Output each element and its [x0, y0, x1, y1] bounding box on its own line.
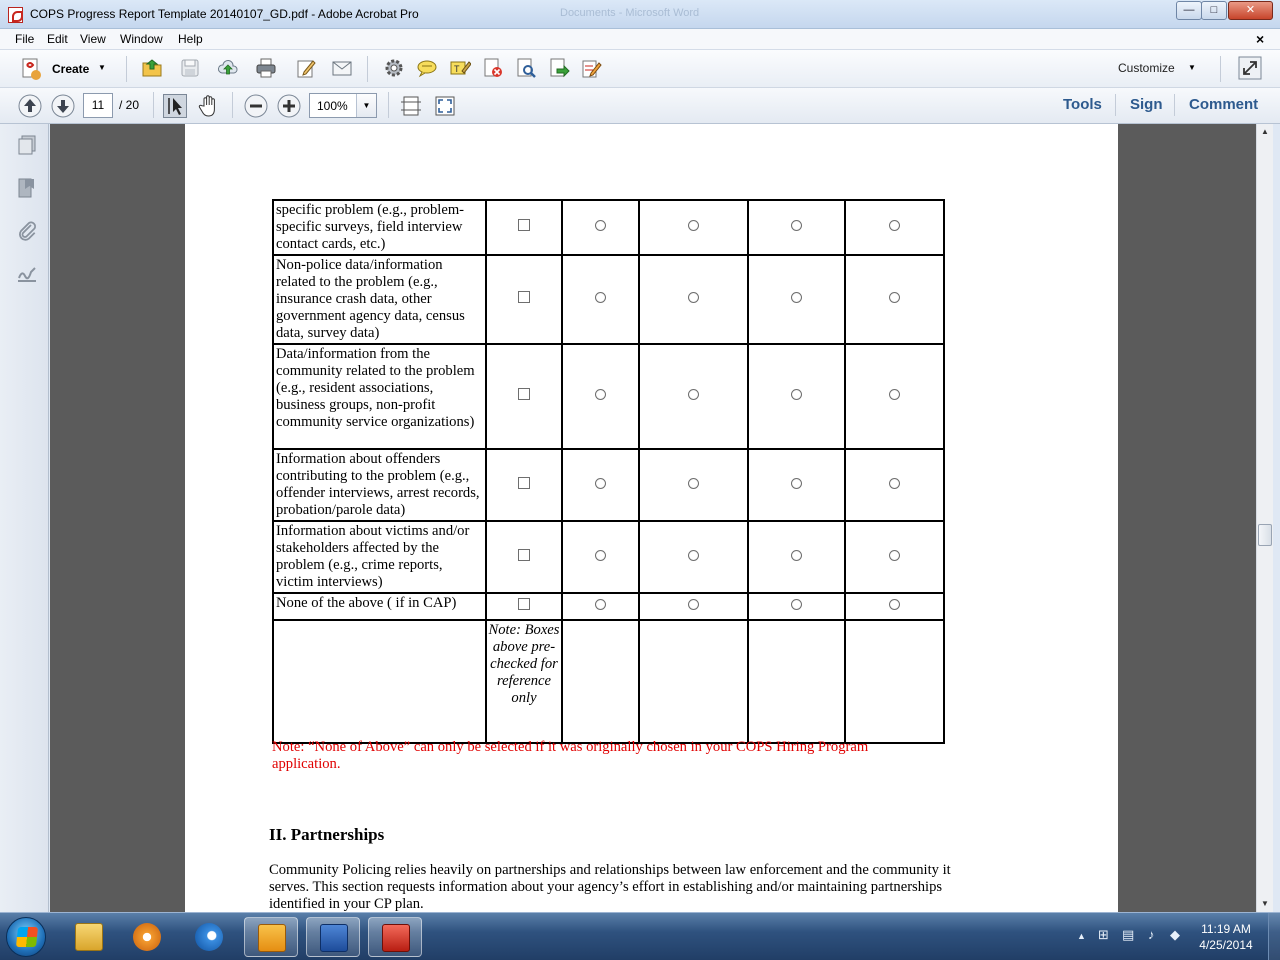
- radio-cell: [639, 200, 748, 255]
- dropbox-icon[interactable]: ◆: [1170, 927, 1180, 942]
- export-icon[interactable]: [548, 57, 570, 79]
- menu-edit[interactable]: Edit: [47, 32, 68, 46]
- radio-cell: [562, 521, 639, 593]
- toolbar-divider: [232, 92, 233, 118]
- full-screen-icon[interactable]: [433, 94, 457, 118]
- print-icon[interactable]: [255, 57, 277, 79]
- rating-radio-button[interactable]: [688, 599, 699, 610]
- create-pdf-icon: [20, 57, 42, 81]
- table-row: [273, 344, 944, 449]
- menu-file[interactable]: File: [15, 32, 35, 46]
- zoom-level-select[interactable]: [309, 93, 377, 118]
- taskbar-acrobat[interactable]: [368, 917, 422, 957]
- scrollbar-thumb[interactable]: [1258, 524, 1272, 546]
- show-desktop-button[interactable]: [1268, 913, 1280, 960]
- radio-cell: [639, 449, 748, 521]
- show-hidden-icons-icon[interactable]: ▲: [1077, 931, 1086, 941]
- toolbar-divider: [388, 92, 389, 118]
- row-label: specific problem (e.g., problem-specific surveys, field interview contact cards, etc.): [273, 200, 486, 255]
- close-document-icon[interactable]: ×: [1256, 31, 1265, 47]
- chevron-down-icon[interactable]: ▼: [356, 94, 376, 117]
- start-button[interactable]: [6, 917, 46, 957]
- title-bar: [0, 0, 1280, 29]
- rating-radio-button[interactable]: [595, 220, 606, 231]
- reference-checkbox[interactable]: [518, 219, 530, 231]
- rating-radio-button[interactable]: [595, 389, 606, 400]
- reference-checkbox[interactable]: [518, 291, 530, 303]
- attachments-icon[interactable]: [16, 220, 38, 242]
- toolbar-divider: [153, 92, 154, 118]
- svg-text:T: T: [454, 64, 460, 74]
- acrobat-app-icon: [8, 7, 23, 23]
- checkbox-cell: [486, 344, 562, 449]
- previous-page-icon[interactable]: [18, 94, 42, 118]
- rating-radio-button[interactable]: [595, 550, 606, 561]
- reference-checkbox[interactable]: [518, 477, 530, 489]
- navigation-pane: [0, 124, 49, 912]
- expand-icon[interactable]: [1238, 56, 1262, 80]
- open-folder-icon[interactable]: [141, 57, 163, 79]
- outlook-icon: [258, 924, 286, 952]
- tools-pane-link[interactable]: Tools: [1063, 96, 1102, 113]
- rating-radio-button[interactable]: [688, 550, 699, 561]
- taskbar-internet-explorer[interactable]: [182, 917, 236, 957]
- zoom-level-value: 100%: [317, 99, 348, 113]
- empty-cell: [845, 620, 944, 743]
- search-document-icon[interactable]: [515, 57, 537, 79]
- close-icon: ✕: [1245, 4, 1256, 16]
- radio-cell: [845, 521, 944, 593]
- table-row: [273, 620, 944, 743]
- chevron-down-icon[interactable]: ▼: [1188, 63, 1196, 72]
- bookmarks-icon[interactable]: [16, 177, 38, 199]
- row-label: Data/information from the community related to the problem (e.g., resident associations, business groups, non-profit community service organizations): [273, 344, 486, 449]
- rating-radio-button[interactable]: [791, 220, 802, 231]
- menu-window[interactable]: Window: [120, 32, 163, 46]
- radio-cell: [748, 449, 845, 521]
- table-row: [273, 255, 944, 344]
- radio-cell: [562, 200, 639, 255]
- rating-radio-button[interactable]: [791, 389, 802, 400]
- delete-page-icon[interactable]: [482, 57, 504, 79]
- row-label: None of the above ( if in CAP): [273, 593, 486, 620]
- radio-cell: [639, 521, 748, 593]
- comment-pane-link[interactable]: Comment: [1189, 96, 1259, 113]
- table-row: [273, 521, 944, 593]
- toolbar-divider: [126, 56, 127, 82]
- maximize-icon: □: [1210, 4, 1218, 16]
- settings-gear-icon[interactable]: [383, 57, 405, 79]
- checkbox-cell: [486, 593, 562, 620]
- rating-radio-button[interactable]: [889, 292, 900, 303]
- none-of-above-note: Note: “None of Above” can only be selected if it was originally chosen in your COPS Hiring Program application.: [272, 739, 869, 772]
- sign-pane-link[interactable]: Sign: [1130, 96, 1163, 113]
- file-explorer-icon: [75, 923, 103, 951]
- next-page-icon[interactable]: [51, 94, 75, 118]
- hand-tool-icon[interactable]: [197, 94, 221, 118]
- radio-cell: [639, 344, 748, 449]
- internet-explorer-icon: [195, 923, 223, 951]
- rating-radio-button[interactable]: [595, 599, 606, 610]
- radio-cell: [562, 449, 639, 521]
- radio-cell: [639, 255, 748, 344]
- menu-bar: [0, 29, 1280, 50]
- email-icon[interactable]: [331, 57, 353, 79]
- radio-cell: [748, 200, 845, 255]
- main-toolbar: [0, 50, 1280, 88]
- toolbar-divider: [367, 56, 368, 82]
- fit-page-icon[interactable]: [399, 94, 423, 118]
- empty-cell: [748, 620, 845, 743]
- scroll-down-icon[interactable]: ▼: [1261, 899, 1269, 908]
- taskbar-word[interactable]: [306, 917, 360, 957]
- table-row: [273, 200, 944, 255]
- window-title: COPS Progress Report Template 20140107_GD.pdf - Adobe Acrobat Pro: [30, 7, 419, 21]
- radio-cell: [845, 255, 944, 344]
- rating-radio-button[interactable]: [889, 478, 900, 489]
- customize-menu[interactable]: Customize: [1118, 61, 1175, 75]
- radio-cell: [639, 593, 748, 620]
- radio-cell: [748, 255, 845, 344]
- close-button[interactable]: [1228, 1, 1273, 20]
- rating-radio-button[interactable]: [595, 478, 606, 489]
- rating-radio-button[interactable]: [889, 389, 900, 400]
- radio-cell: [845, 200, 944, 255]
- reference-checkbox[interactable]: [518, 549, 530, 561]
- radio-cell: [748, 593, 845, 620]
- radio-cell: [845, 593, 944, 620]
- system-clock[interactable]: [1190, 921, 1262, 953]
- page-thumbnails-icon[interactable]: [16, 134, 38, 156]
- row-label: Information about victims and/or stakeholders affected by the problem (e.g., crime reports, victim interviews): [273, 521, 486, 593]
- comment-bubble-icon[interactable]: [416, 57, 438, 79]
- windows-logo-icon: [16, 927, 38, 947]
- minimize-icon: —: [1183, 4, 1195, 16]
- rating-radio-button[interactable]: [791, 599, 802, 610]
- highlight-icon[interactable]: [449, 57, 471, 79]
- select-cursor-icon[interactable]: [163, 94, 187, 118]
- taskbar-media-player[interactable]: [120, 917, 174, 957]
- rating-radio-button[interactable]: [595, 292, 606, 303]
- rating-radio-button[interactable]: [688, 220, 699, 231]
- form-edit-icon[interactable]: [580, 57, 602, 79]
- acrobat-icon: [382, 924, 410, 952]
- taskbar-file-explorer[interactable]: [62, 917, 116, 957]
- table-row: [273, 449, 944, 521]
- rating-radio-button[interactable]: [791, 550, 802, 561]
- volume-icon[interactable]: ♪: [1148, 927, 1155, 942]
- rating-radio-button[interactable]: [791, 478, 802, 489]
- minimize-button[interactable]: [1176, 1, 1202, 20]
- rating-radio-button[interactable]: [688, 389, 699, 400]
- checkbox-cell: [486, 200, 562, 255]
- rating-radio-button[interactable]: [688, 478, 699, 489]
- rating-radio-button[interactable]: [791, 292, 802, 303]
- radio-cell: [748, 521, 845, 593]
- section-heading: II. Partnerships: [269, 825, 385, 844]
- word-icon: [320, 924, 348, 952]
- page-number-input[interactable]: 11: [83, 93, 113, 118]
- radio-cell: [562, 593, 639, 620]
- rating-radio-button[interactable]: [889, 550, 900, 561]
- toolbar-divider: [1115, 94, 1116, 116]
- radio-cell: [845, 344, 944, 449]
- vertical-scrollbar[interactable]: [1256, 124, 1273, 912]
- clock-date: 4/25/2014: [1199, 938, 1253, 952]
- taskbar-outlook[interactable]: [244, 917, 298, 957]
- rating-radio-button[interactable]: [889, 220, 900, 231]
- empty-cell: [639, 620, 748, 743]
- cloud-upload-icon[interactable]: [217, 57, 239, 79]
- precheck-note: Note: Boxes above pre-checked for reference only: [486, 620, 562, 743]
- maximize-button[interactable]: [1201, 1, 1227, 20]
- table-row: [273, 593, 944, 620]
- background-window-title: Documents - Microsoft Word: [560, 7, 700, 19]
- media-player-icon: [133, 923, 161, 951]
- radio-cell: [845, 449, 944, 521]
- network-icon[interactable]: ▤: [1122, 927, 1135, 942]
- checkbox-cell: [486, 449, 562, 521]
- checkbox-cell: [486, 255, 562, 344]
- create-button[interactable]: [18, 57, 110, 81]
- reference-checkbox[interactable]: [518, 388, 530, 400]
- signatures-icon[interactable]: [16, 264, 38, 286]
- row-label: Information about offenders contributing to the problem (e.g., offender interviews, arrest records, probation/parole data): [273, 449, 486, 521]
- radio-cell: [562, 255, 639, 344]
- edit-pencil-icon[interactable]: [295, 57, 317, 79]
- network-drive-icon[interactable]: ⊞: [1098, 927, 1109, 942]
- radio-cell: [748, 344, 845, 449]
- zoom-out-icon[interactable]: [244, 94, 268, 118]
- document-viewport[interactable]: [50, 124, 1256, 912]
- scroll-up-icon[interactable]: ▲: [1261, 127, 1269, 136]
- row-label: Non-police data/information related to the problem (e.g., insurance crash data, other government agency data, census data, survey data): [273, 255, 486, 344]
- data-sources-table: [272, 199, 945, 744]
- section-paragraph: Community Policing relies heavily on partnerships and relationships between law enforcement and the community it serves. This section requests information about your agency’s effort in establishing and/or maintaining partnerships identified in your CP plan.: [269, 862, 951, 912]
- chevron-down-icon: ▼: [98, 63, 106, 72]
- menu-help[interactable]: Help: [178, 32, 203, 46]
- zoom-in-icon[interactable]: [277, 94, 301, 118]
- checkbox-cell: [486, 521, 562, 593]
- pdf-page: [185, 124, 1118, 912]
- clock-time: 11:19 AM: [1201, 922, 1251, 936]
- create-label: Create: [52, 62, 90, 76]
- reference-checkbox[interactable]: [518, 598, 530, 610]
- empty-cell: [562, 620, 639, 743]
- menu-view[interactable]: View: [80, 32, 106, 46]
- rating-radio-button[interactable]: [889, 599, 900, 610]
- save-icon[interactable]: [179, 57, 201, 79]
- windows-taskbar: [0, 912, 1280, 960]
- page-total: / 20: [119, 98, 140, 112]
- toolbar-divider: [1174, 94, 1175, 116]
- toolbar-divider: [1220, 56, 1221, 82]
- rating-radio-button[interactable]: [688, 292, 699, 303]
- empty-cell: [273, 620, 486, 743]
- radio-cell: [562, 344, 639, 449]
